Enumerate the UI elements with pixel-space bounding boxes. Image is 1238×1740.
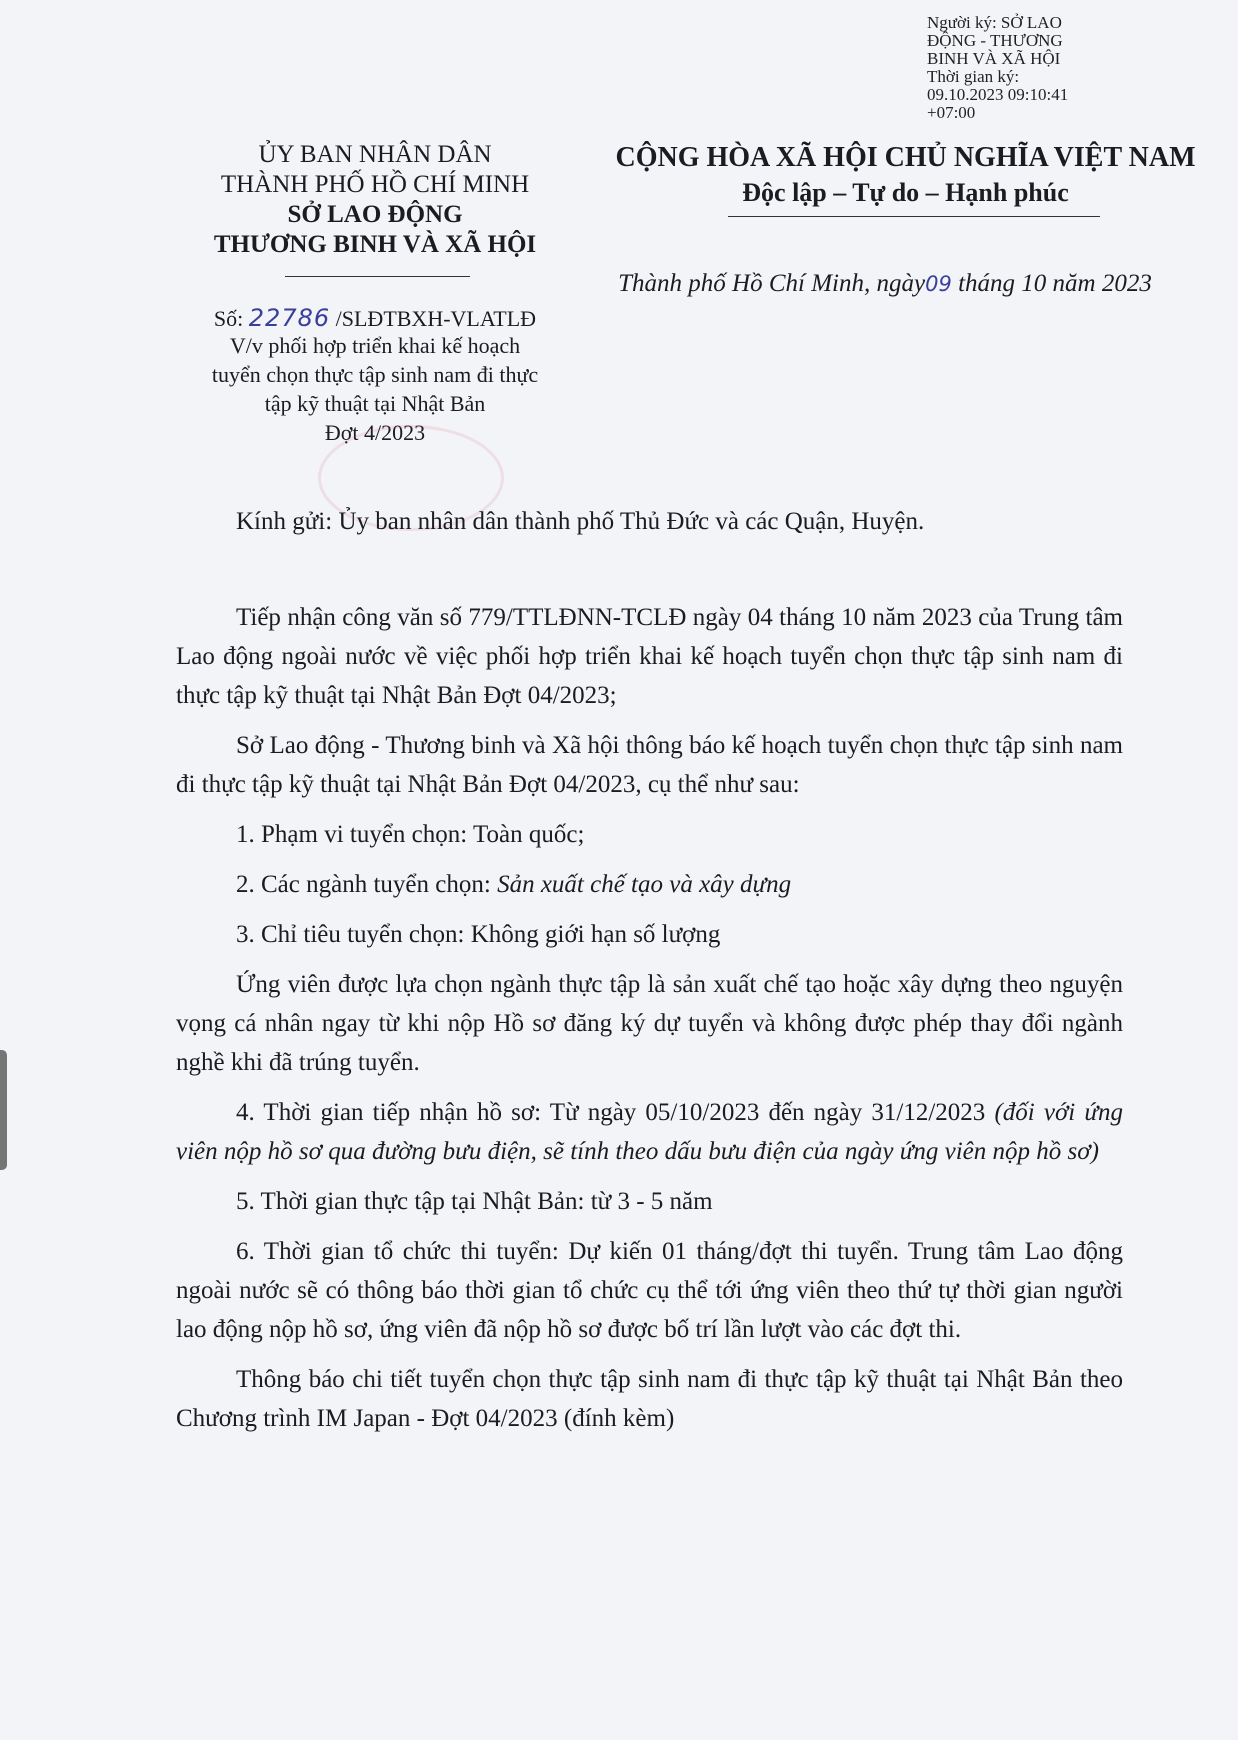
dateline [560,270,1210,298]
docno-label: Số: [213,306,249,331]
item2-value: Sản xuất chế tạo và xây dựng [497,871,792,898]
subject-line4: Đợt 4/2023 [324,420,426,445]
list-item-3: 3. Chỉ tiêu tuyển chọn: Không giới hạn số lượng [236,921,721,948]
list-item-4 [176,1093,1123,1171]
body-paragraph-1: Tiếp nhận công văn số 779/TTLĐNN-TCLĐ ngày 04 tháng 10 năm 2023 của Trung tâm Lao động ngoài nước về việc phối hợp triển khai kế hoạch tuyển chọn thực tập sinh nam đi thực tập kỹ thuật tại Nhật Bản Đợt 04/2023; [176,604,1123,709]
body-paragraph-3: Ứng viên được lựa chọn ngành thực tập là sản xuất chế tạo hoặc xây dựng theo nguyện vọng cá nhân ngay từ khi nộp Hồ sơ đăng ký dự tuyển và không được phép thay đổi ngành nghề khi đã trúng tuyển. [176,971,1123,1076]
subject-line3: tập kỹ thuật tại Nhật Bản [264,391,486,416]
subject-line2: tuyển chọn thực tập sinh nam đi thực [211,362,539,387]
signer-label: Người ký: SỞ LAO [927,13,1062,32]
signer-line2: ĐỘNG - THƯƠNG [927,31,1063,50]
document-body [176,598,1123,1449]
nation-title: CỘNG HÒA XÃ HỘI CHỦ NGHĨA VIỆT NAM [615,142,1196,173]
nation-motto: Độc lập – Tự do – Hạnh phúc [742,178,1069,207]
item2-label: 2. Các ngành tuyển chọn: [236,871,498,898]
motto-underline [728,216,1100,217]
dateline-prefix: Thành phố Hồ Chí Minh, ngày [618,270,926,297]
sign-time-value: 09.10.2023 09:10:41 [927,85,1069,104]
org-line2: THÀNH PHỐ HỒ CHÍ MINH [220,171,530,198]
list-item-2 [176,865,1123,904]
scan-edge-mark [0,1050,7,1170]
org-line1: ỦY BAN NHÂN DÂN [258,141,492,168]
subject-line1: V/v phối hợp triển khai kế hoạch [229,333,521,358]
issuing-organization [150,140,600,260]
recipient-line: Kính gửi: Ủy ban nhân dân thành phố Thủ Đức và các Quận, Huyện. [236,508,925,535]
item4-text: 4. Thời gian tiếp nhận hồ sơ: Từ ngày 05/10/2023 đến ngày 31/12/2023 [236,1099,995,1126]
sign-timezone: +07:00 [927,103,976,122]
list-item-5: 5. Thời gian thực tập tại Nhật Bản: từ 3 - 5 năm [236,1188,713,1215]
list-item-1: 1. Phạm vi tuyển chọn: Toàn quốc; [236,821,585,848]
docno-code: /SLĐTBXH-VLATLĐ [330,306,537,331]
item4-note: (đối với ứng viên nộp hồ sơ qua đường bưu điện, sẽ tính theo dấu bưu điện của ngày ứng viên nộp hồ sơ) [176,1099,1123,1165]
list-item-6: 6. Thời gian tổ chức thi tuyển: Dự kiến 01 tháng/đợt thi tuyển. Trung tâm Lao động ngoài nước sẽ có thông báo thời gian tổ chức cụ thể tới ứng viên theo thứ tự thời gian người lao động nộp hồ sơ, ứng viên đã nộp hồ sơ được bố trí lần lượt vào các đợt thi. [176,1238,1123,1343]
sign-time-label: Thời gian ký: [927,67,1020,86]
org-underline [285,276,470,277]
dateline-suffix: tháng 10 năm 2023 [951,270,1152,297]
national-header [598,140,1213,210]
org-line4: THƯƠNG BINH VÀ XÃ HỘI [213,231,537,258]
signer-line3: BINH VÀ XÃ HỘI [927,49,1061,68]
digital-signature-block [927,14,1117,122]
org-line3: SỞ LAO ĐỘNG [287,201,463,228]
body-paragraph-2: Sở Lao động - Thương binh và Xã hội thông báo kế hoạch tuyển chọn thực tập sinh nam đi thực tập kỹ thuật tại Nhật Bản Đợt 04/2023, cụ thể như sau: [176,732,1123,798]
docno-handwritten: 22786 [248,304,331,332]
dateline-day-handwritten: 09 [925,272,952,296]
body-paragraph-4: Thông báo chi tiết tuyển chọn thực tập sinh nam đi thực tập kỹ thuật tại Nhật Bản theo Chương trình IM Japan - Đợt 04/2023 (đính kèm) [176,1366,1123,1432]
document-number [150,303,600,334]
